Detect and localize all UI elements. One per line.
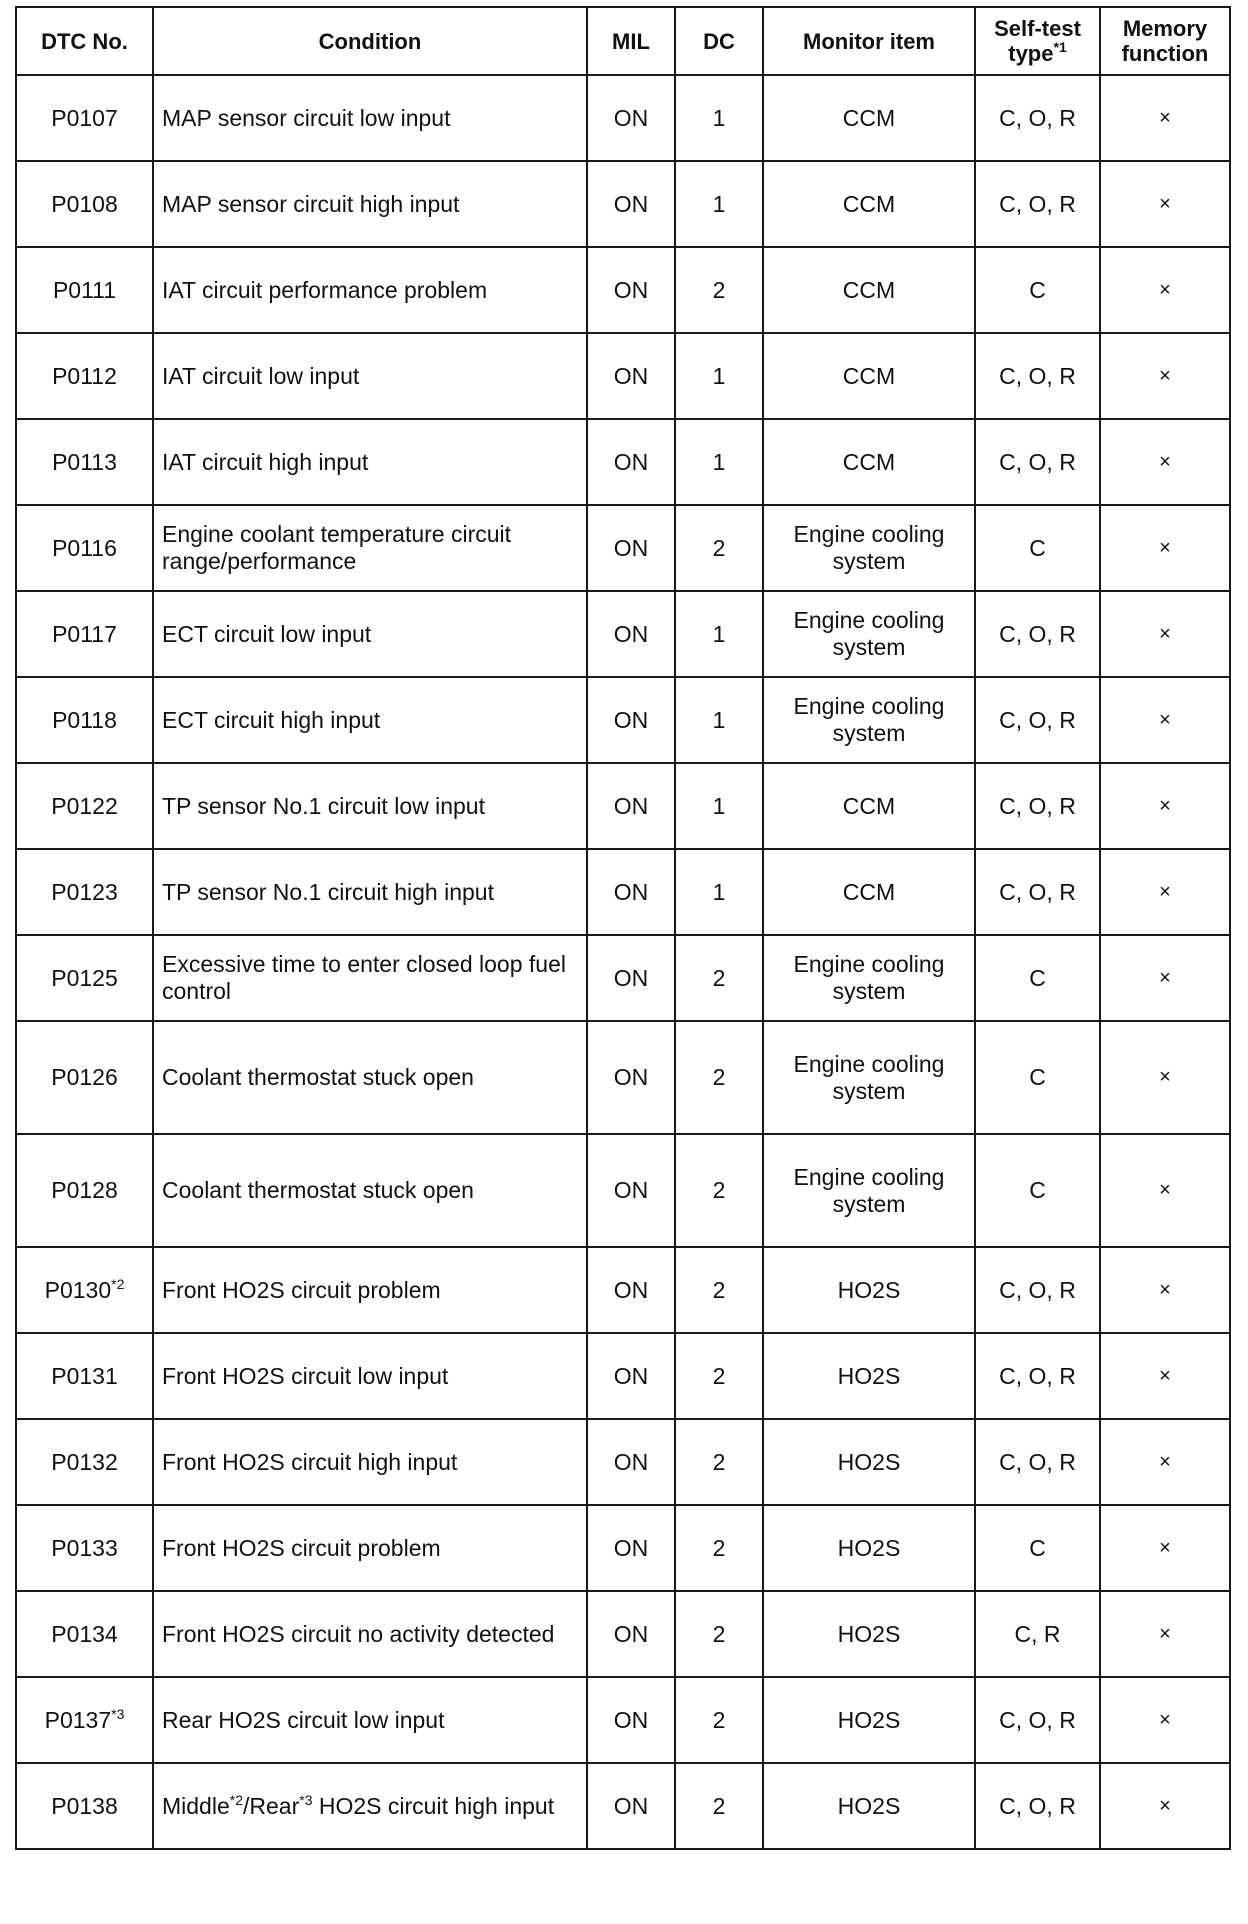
header-memory-function: Memory function	[1100, 7, 1230, 75]
dc-value: 2	[675, 1763, 763, 1849]
header-condition: Condition	[153, 7, 587, 75]
dc-value: 2	[675, 1591, 763, 1677]
monitor-item: CCM	[763, 75, 975, 161]
condition: TP sensor No.1 circuit high input	[153, 849, 587, 935]
table-row	[16, 935, 1230, 1021]
self-test-type: C	[975, 1505, 1100, 1591]
dc-value: 2	[675, 1134, 763, 1247]
table-row	[16, 1763, 1230, 1849]
dtc-number	[16, 677, 153, 763]
self-test-footnote: *1	[1053, 39, 1067, 55]
monitor-item: CCM	[763, 333, 975, 419]
self-test-type: C	[975, 935, 1100, 1021]
memory-function: ×	[1100, 1419, 1230, 1505]
table-row	[16, 677, 1230, 763]
condition: IAT circuit low input	[153, 333, 587, 419]
dtc-code: P0111	[52, 276, 117, 303]
table-row	[16, 1591, 1230, 1677]
dtc-number	[16, 1247, 153, 1333]
dc-value: 1	[675, 75, 763, 161]
header-monitor-item: Monitor item	[763, 7, 975, 75]
mil-status: ON	[587, 1763, 675, 1849]
condition: ECT circuit high input	[153, 677, 587, 763]
condition: Front HO2S circuit problem	[153, 1505, 587, 1591]
dtc-code: P0125	[51, 964, 118, 991]
header-dc: DC	[675, 7, 763, 75]
condition: Coolant thermostat stuck open	[153, 1021, 587, 1134]
table-row	[16, 419, 1230, 505]
condition	[153, 1763, 587, 1849]
dc-value: 1	[675, 763, 763, 849]
header-self-test-type	[975, 7, 1100, 75]
dtc-number	[16, 1763, 153, 1849]
mil-status: ON	[587, 591, 675, 677]
dtc-code: P0134	[51, 1620, 118, 1647]
condition: IAT circuit performance problem	[153, 247, 587, 333]
memory-function: ×	[1100, 1591, 1230, 1677]
memory-function: ×	[1100, 849, 1230, 935]
dc-value: 2	[675, 935, 763, 1021]
table-row	[16, 1333, 1230, 1419]
condition: Engine coolant temperature circuit range/performance	[153, 505, 587, 591]
self-test-type: C, O, R	[975, 333, 1100, 419]
condition: TP sensor No.1 circuit low input	[153, 763, 587, 849]
memory-function: ×	[1100, 1505, 1230, 1591]
mil-status: ON	[587, 1134, 675, 1247]
mil-status: ON	[587, 1677, 675, 1763]
condition-text: HO2S circuit high input	[312, 1792, 555, 1819]
dc-value: 1	[675, 849, 763, 935]
condition: Front HO2S circuit problem	[153, 1247, 587, 1333]
table-row	[16, 1134, 1230, 1247]
table-row	[16, 505, 1230, 591]
dtc-code: P0108	[51, 190, 118, 217]
monitor-item: Engine cooling system	[763, 1021, 975, 1134]
condition: Front HO2S circuit high input	[153, 1419, 587, 1505]
monitor-item: Engine cooling system	[763, 935, 975, 1021]
memory-function: ×	[1100, 1021, 1230, 1134]
table-row	[16, 1247, 1230, 1333]
monitor-item: CCM	[763, 419, 975, 505]
self-test-type: C, O, R	[975, 1419, 1100, 1505]
memory-function: ×	[1100, 505, 1230, 591]
memory-function: ×	[1100, 1763, 1230, 1849]
table-row	[16, 1677, 1230, 1763]
monitor-item: Engine cooling system	[763, 591, 975, 677]
monitor-item: CCM	[763, 161, 975, 247]
memory-function: ×	[1100, 1333, 1230, 1419]
memory-function: ×	[1100, 419, 1230, 505]
dtc-code: P0113	[52, 448, 117, 475]
condition: MAP sensor circuit high input	[153, 161, 587, 247]
self-test-type: C, O, R	[975, 1677, 1100, 1763]
memory-function: ×	[1100, 677, 1230, 763]
condition: ECT circuit low input	[153, 591, 587, 677]
dtc-rows	[16, 75, 1230, 1849]
dc-value: 2	[675, 1677, 763, 1763]
table-row	[16, 849, 1230, 935]
dc-value: 2	[675, 1419, 763, 1505]
dc-value: 1	[675, 419, 763, 505]
dtc-number	[16, 935, 153, 1021]
table-row	[16, 1021, 1230, 1134]
table-row	[16, 591, 1230, 677]
self-test-type: C	[975, 1134, 1100, 1247]
monitor-item: Engine cooling system	[763, 677, 975, 763]
monitor-item: HO2S	[763, 1333, 975, 1419]
mil-status: ON	[587, 333, 675, 419]
table-row	[16, 1505, 1230, 1591]
memory-function: ×	[1100, 763, 1230, 849]
mil-status: ON	[587, 1021, 675, 1134]
dc-value: 1	[675, 591, 763, 677]
dtc-number	[16, 591, 153, 677]
dtc-code: P0122	[51, 792, 118, 819]
mil-status: ON	[587, 161, 675, 247]
dtc-code: P0118	[52, 706, 117, 733]
dtc-number	[16, 333, 153, 419]
memory-function: ×	[1100, 247, 1230, 333]
dc-value: 1	[675, 161, 763, 247]
dtc-code: P0112	[52, 362, 117, 389]
mil-status: ON	[587, 677, 675, 763]
self-test-label: Self-test type	[994, 16, 1081, 66]
self-test-type: C, R	[975, 1591, 1100, 1677]
dc-value: 2	[675, 1247, 763, 1333]
mil-status: ON	[587, 1505, 675, 1591]
mil-status: ON	[587, 1333, 675, 1419]
dtc-footnote: *3	[111, 1705, 125, 1722]
dtc-number	[16, 247, 153, 333]
memory-function: ×	[1100, 161, 1230, 247]
dtc-number	[16, 849, 153, 935]
self-test-type: C, O, R	[975, 419, 1100, 505]
mil-status: ON	[587, 1591, 675, 1677]
dtc-code: P0138	[51, 1792, 118, 1819]
monitor-item: CCM	[763, 849, 975, 935]
memory-function: ×	[1100, 333, 1230, 419]
condition: Coolant thermostat stuck open	[153, 1134, 587, 1247]
monitor-item: HO2S	[763, 1419, 975, 1505]
memory-function: ×	[1100, 75, 1230, 161]
mil-status: ON	[587, 1247, 675, 1333]
mil-status: ON	[587, 75, 675, 161]
mil-status: ON	[587, 849, 675, 935]
monitor-item: HO2S	[763, 1247, 975, 1333]
memory-function: ×	[1100, 935, 1230, 1021]
dtc-number	[16, 1021, 153, 1134]
dtc-number	[16, 1134, 153, 1247]
self-test-type: C, O, R	[975, 161, 1100, 247]
table-row	[16, 1419, 1230, 1505]
dtc-code: P0131	[51, 1362, 118, 1389]
dtc-number	[16, 161, 153, 247]
self-test-type: C, O, R	[975, 1333, 1100, 1419]
monitor-item: HO2S	[763, 1677, 975, 1763]
dtc-code: P0128	[51, 1177, 118, 1203]
condition-text: Middle	[162, 1792, 230, 1819]
dc-value: 2	[675, 1505, 763, 1591]
condition: Excessive time to enter closed loop fuel control	[153, 935, 587, 1021]
dc-value: 1	[675, 677, 763, 763]
dc-value: 2	[675, 505, 763, 591]
condition: MAP sensor circuit low input	[153, 75, 587, 161]
condition: IAT circuit high input	[153, 419, 587, 505]
monitor-item: HO2S	[763, 1505, 975, 1591]
dc-value: 2	[675, 247, 763, 333]
table-row	[16, 763, 1230, 849]
header-mil: MIL	[587, 7, 675, 75]
dtc-number	[16, 1677, 153, 1763]
dtc-code: P0117	[52, 620, 117, 647]
header-row	[16, 7, 1230, 75]
dtc-code: P0137	[44, 1706, 112, 1733]
memory-function: ×	[1100, 1247, 1230, 1333]
dtc-number	[16, 1591, 153, 1677]
self-test-type: C, O, R	[975, 677, 1100, 763]
condition: Front HO2S circuit low input	[153, 1333, 587, 1419]
dtc-number	[16, 1505, 153, 1591]
mil-status: ON	[587, 505, 675, 591]
self-test-type: C, O, R	[975, 591, 1100, 677]
table-row	[16, 333, 1230, 419]
dtc-code: P0126	[51, 1064, 118, 1090]
header-dtc-no: DTC No.	[16, 7, 153, 75]
self-test-type: C, O, R	[975, 1247, 1100, 1333]
self-test-type: C	[975, 247, 1100, 333]
dtc-code: P0107	[51, 104, 118, 131]
dtc-table	[15, 6, 1231, 1850]
dtc-code: P0123	[51, 878, 118, 905]
table-row	[16, 247, 1230, 333]
dtc-number	[16, 1419, 153, 1505]
condition: Front HO2S circuit no activity detected	[153, 1591, 587, 1677]
monitor-item: Engine cooling system	[763, 1134, 975, 1247]
dtc-code: P0116	[52, 534, 117, 561]
dc-value: 1	[675, 333, 763, 419]
dc-value: 2	[675, 1333, 763, 1419]
table-row	[16, 161, 1230, 247]
condition-text: /Rear	[243, 1792, 300, 1819]
mil-status: ON	[587, 763, 675, 849]
condition-footnote: *3	[299, 1791, 313, 1808]
dtc-number	[16, 1333, 153, 1419]
dtc-number	[16, 75, 153, 161]
dtc-number	[16, 763, 153, 849]
memory-function: ×	[1100, 1677, 1230, 1763]
self-test-type: C	[975, 1021, 1100, 1134]
condition-footnote: *2	[229, 1791, 243, 1808]
mil-status: ON	[587, 935, 675, 1021]
self-test-type: C, O, R	[975, 849, 1100, 935]
memory-function: ×	[1100, 591, 1230, 677]
dc-value: 2	[675, 1021, 763, 1134]
mil-status: ON	[587, 1419, 675, 1505]
monitor-item: CCM	[763, 247, 975, 333]
dtc-number	[16, 505, 153, 591]
dtc-footnote: *2	[111, 1275, 125, 1292]
mil-status: ON	[587, 247, 675, 333]
dtc-code: P0133	[51, 1534, 118, 1561]
self-test-type: C	[975, 505, 1100, 591]
dtc-number	[16, 419, 153, 505]
condition: Rear HO2S circuit low input	[153, 1677, 587, 1763]
monitor-item: HO2S	[763, 1591, 975, 1677]
dtc-code: P0132	[51, 1448, 118, 1475]
dtc-code: P0130	[44, 1276, 112, 1303]
self-test-type: C, O, R	[975, 75, 1100, 161]
self-test-type: C, O, R	[975, 1763, 1100, 1849]
memory-function: ×	[1100, 1134, 1230, 1247]
self-test-type: C, O, R	[975, 763, 1100, 849]
monitor-item: HO2S	[763, 1763, 975, 1849]
mil-status: ON	[587, 419, 675, 505]
monitor-item: Engine cooling system	[763, 505, 975, 591]
monitor-item: CCM	[763, 763, 975, 849]
table-row	[16, 75, 1230, 161]
